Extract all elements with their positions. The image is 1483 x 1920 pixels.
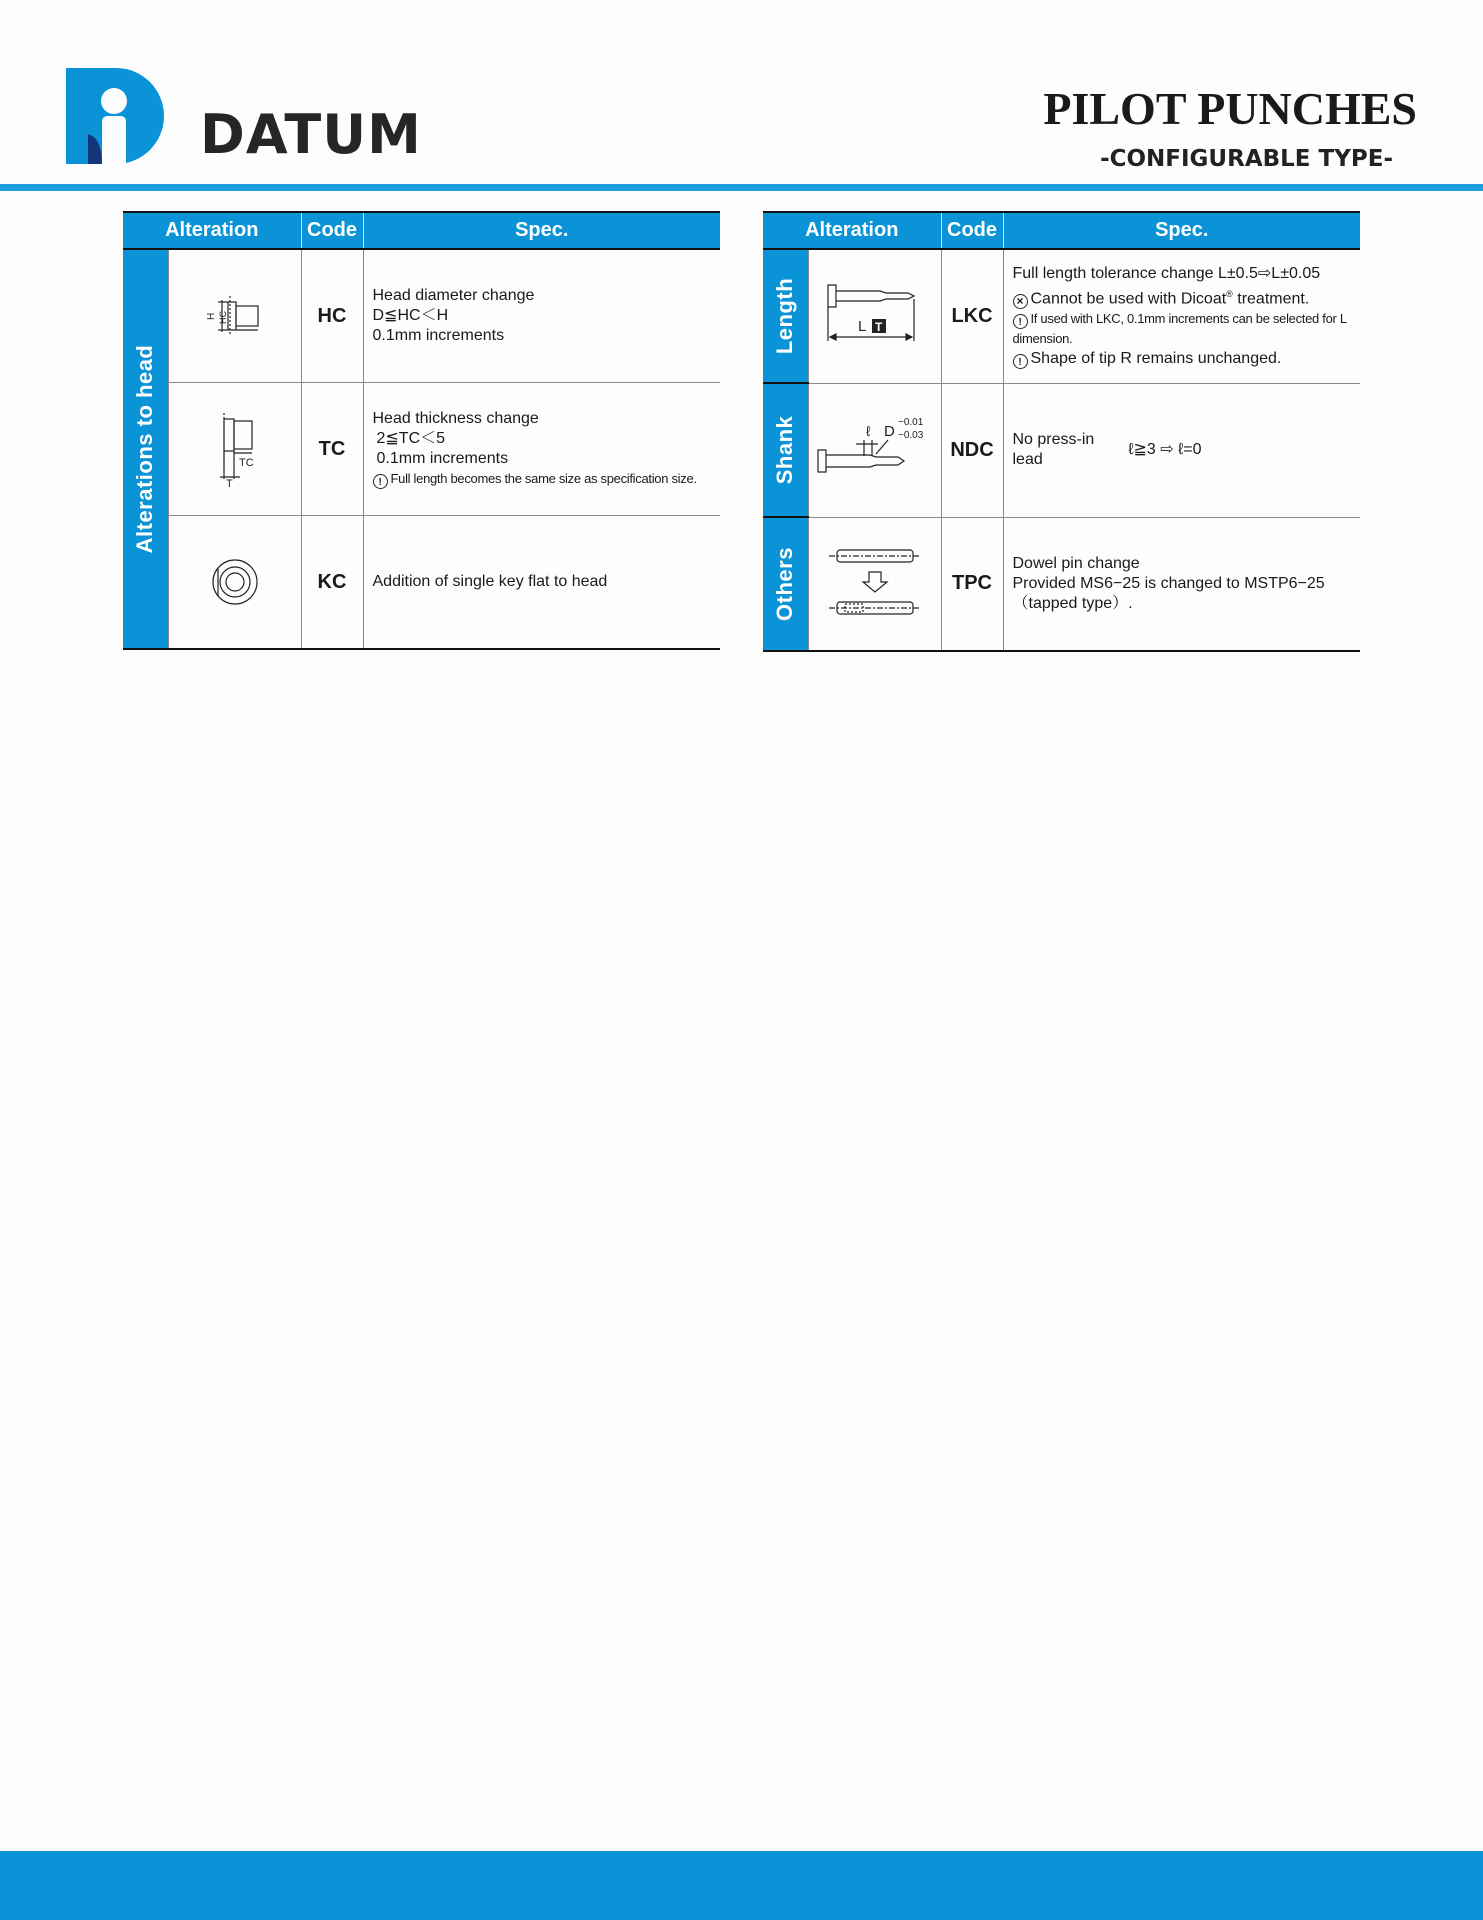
group-label-text: Shank [772, 415, 798, 485]
code-ndc: NDC [941, 383, 1003, 517]
diagram-label-tol-lower: −0.03 [897, 430, 923, 441]
dowel-pin-diagram [808, 517, 941, 651]
brand-name: DATUM [200, 103, 422, 166]
group-label-head [123, 249, 168, 649]
table-row [123, 516, 720, 650]
spec-note-text: Full length becomes the same size as specification size. [390, 471, 697, 486]
hint-icon: ! [1013, 314, 1028, 329]
diagram-label-ell: ℓ [865, 423, 871, 439]
prohibited-icon: × [1013, 294, 1028, 309]
header-divider [0, 184, 1483, 191]
table-row [123, 249, 720, 383]
length-shank-others-table [763, 211, 1360, 652]
spec-ndc [1003, 383, 1360, 517]
full-length-diagram [808, 249, 941, 383]
datum-logo-icon [66, 68, 166, 164]
spec-text: treatment. [1232, 289, 1310, 307]
column-header-code: Code [941, 212, 1003, 249]
group-label-text: Alterations to head [132, 344, 158, 554]
table-header-row [123, 212, 720, 249]
column-header-spec: Spec. [363, 212, 720, 249]
diagram-label-tc: TC [238, 457, 254, 469]
diagram-label-h: H [205, 312, 217, 320]
group-label-text: Others [772, 547, 798, 621]
head-thickness-diagram [168, 383, 301, 516]
column-header-code: Code [301, 212, 363, 249]
table-header-row [763, 212, 1360, 249]
spec-note-text: If used with LKC, 0.1mm increments can be selected for L dimension. [1012, 310, 1347, 346]
spec-line: （tapped type）. [1012, 594, 1133, 612]
code-kc: KC [301, 516, 363, 650]
spec-line: 0.1mm increments [372, 327, 505, 344]
spec-line: Head thickness change [372, 410, 539, 427]
group-label-length [763, 249, 808, 383]
spec-line: D≦HC＜H [372, 307, 449, 324]
diagram-label-t: T [225, 478, 233, 489]
spec-line: Full length tolerance change L±0.5⇨L±0.05 [1012, 264, 1321, 282]
spec-label [1013, 430, 1095, 470]
spec-note [373, 469, 721, 489]
code-lkc: LKC [941, 249, 1003, 383]
key-flat-diagram [168, 516, 301, 650]
diagram-label-l: L [857, 318, 866, 336]
spec-line: No press-in [1012, 431, 1095, 448]
head-diameter-diagram [168, 249, 301, 383]
spec-line: Head diameter change [372, 287, 535, 304]
group-label-others [763, 517, 808, 651]
column-header-alteration: Alteration [763, 212, 941, 249]
registered-mark: ® [1226, 288, 1233, 299]
spec-note [1013, 309, 1361, 349]
table-row [123, 383, 720, 516]
table-row [763, 517, 1360, 651]
spec-text: Cannot be used with Dicoat [1030, 289, 1227, 307]
table-row [763, 249, 1360, 383]
table-row [763, 383, 1360, 517]
spec-line: Addition of single key flat to head [372, 573, 608, 590]
press-in-lead-diagram [808, 383, 941, 517]
spec-note-text: Shape of tip R remains unchanged. [1030, 349, 1282, 367]
head-alterations-table [123, 211, 720, 650]
hint-icon: ! [373, 474, 388, 489]
group-label-text: Length [772, 277, 798, 355]
spec-line: Dowel pin change [1012, 554, 1140, 572]
spec-line: 2≦TC＜5 [376, 430, 446, 447]
spec-note [1013, 349, 1361, 369]
spec-hc [363, 249, 720, 383]
spec-tpc [1003, 517, 1360, 651]
page-title: PILOT PUNCHES [1043, 83, 1417, 134]
spec-line [1013, 284, 1361, 309]
diagram-label-d: D [883, 423, 895, 440]
column-header-spec: Spec. [1003, 212, 1360, 249]
code-tpc: TPC [941, 517, 1003, 651]
hint-icon: ! [1013, 354, 1028, 369]
spec-line: lead [1012, 451, 1043, 468]
diagram-label-tol-upper: −0.01 [897, 417, 923, 428]
code-hc: HC [301, 249, 363, 383]
diagram-label-hc: HC [217, 311, 228, 324]
spec-kc [363, 516, 720, 650]
spec-rule: ℓ≧3 ⇨ ℓ=0 [1128, 441, 1202, 458]
code-tc: TC [301, 383, 363, 516]
group-label-shank [763, 383, 808, 517]
spec-lkc [1003, 249, 1360, 383]
spec-line: Provided MS6−25 is changed to MSTP6−25 [1012, 574, 1325, 592]
spec-tc [363, 383, 720, 516]
spec-line: 0.1mm increments [376, 450, 509, 467]
footer-bar [0, 1851, 1483, 1920]
column-header-alteration: Alteration [123, 212, 301, 249]
page-subtitle: -CONFIGURABLE TYPE- [1100, 146, 1393, 172]
diagram-label-l-badge: T [874, 320, 882, 335]
